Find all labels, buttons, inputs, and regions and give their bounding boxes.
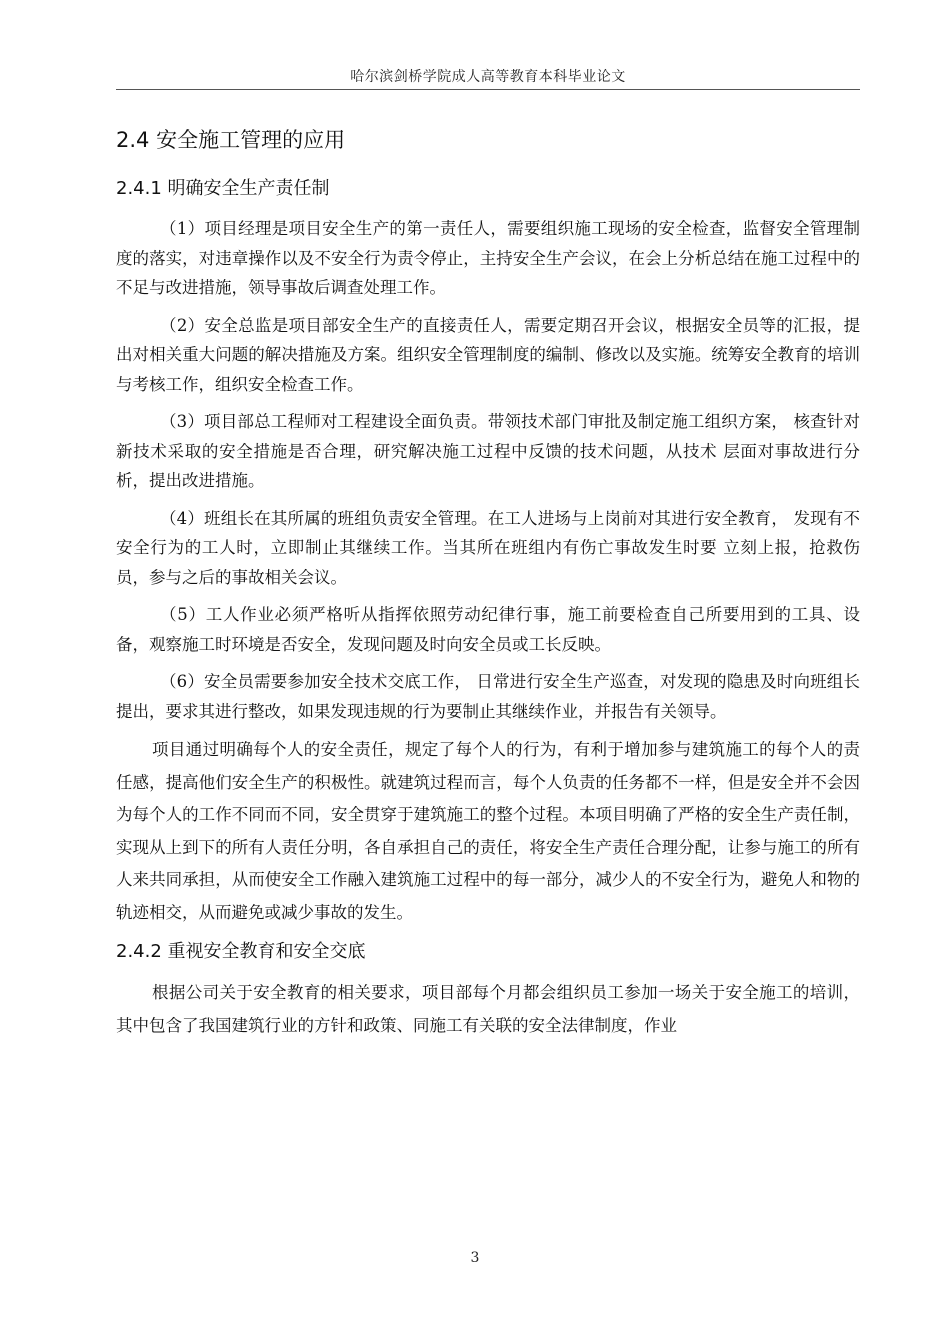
subsection-heading-2-4-2: 2.4.2 重视安全教育和安全交底 (116, 941, 366, 962)
responsibility-item-2: （2）安全总监是项目部安全生产的直接责任人，需要定期召开会议，根据安全员等的汇报，提出对相关重大问题的解决措施及方案。组织安全管理制度的编制、修改以及实施。统筹安全教育的培训与考核工作，组织安全检查工作。 (116, 315, 860, 394)
summary-paragraph: 项目通过明确每个人的安全责任，规定了每个人的行为，有利于增加参与建筑施工的每个人的责任感，提高他们安全生产的积极性。就建筑过程而言，每个人负责的任务都不一样，但是安全并不会因为每个人的工作不同而不同，安全贯穿于建筑施工的整个过程。本项目明确了严格的安全生产责任制，实现从上到下的所有人责任分明，各自承担自己的责任，将安全生产责任合理分配，让参与施工的所有人来共同承担，从而使安全工作融入建筑施工过程中的每一部分，减少人的不安全行为，避免人和物的轨迹相交，从而避免或减少事故的发生。 (116, 740, 860, 922)
page-body (116, 122, 860, 1048)
page-number: 3 (470, 1250, 480, 1266)
responsibility-item-3: （3）项目部总工程师对工程建设全面负责。带领技术部门审批及制定施工组织方案， 核查针对新技术采取的安全措施是否合理，研究解决施工过程中反馈的技术问题，从技术 层面对事故进行分析，提出改进措施。 (116, 412, 860, 490)
running-header: 哈尔滨剑桥学院成人高等教育本科毕业论文 (350, 69, 626, 85)
responsibility-item-5: （5）工人作业必须严格听从指挥依照劳动纪律行事，施工前要检查自己所要用到的工具、设备，观察施工时环境是否安全，发现问题及时向安全员或工长反映。 (116, 605, 860, 654)
subsection-heading-2-4-1: 2.4.1 明确安全生产责任制 (116, 178, 330, 199)
responsibility-item-6: （6）安全员需要参加安全技术交底工作， 日常进行安全生产巡查，对发现的隐患及时向班组长提出，要求其进行整改，如果发现违规的行为要制止其继续作业，并报告有关领导。 (116, 672, 860, 721)
header-divider (116, 89, 860, 90)
section-heading: 2.4 安全施工管理的应用 (116, 128, 346, 152)
education-paragraph: 根据公司关于安全教育的相关要求，项目部每个月都会组织员工参加一场关于安全施工的培训，其中包含了我国建筑行业的方针和政策、同施工有关联的安全法律制度，作业 (116, 983, 860, 1035)
responsibility-item-1: （1）项目经理是项目安全生产的第一责任人，需要组织施工现场的安全检查，监督安全管理制度的落实，对违章操作以及不安全行为责令停止，主持安全生产会议，在会上分析总结在施工过程中的不足与改进措施，领导事故后调查处理工作。 (116, 219, 860, 297)
responsibility-item-4: （4）班组长在其所属的班组负责安全管理。在工人进场与上岗前对其进行安全教育， 发现有不安全行为的工人时，立即制止其继续工作。当其所在班组内有伤亡事故发生时要 立刻上报，抢救伤员，参与之后的事故相关会议。 (116, 508, 860, 587)
